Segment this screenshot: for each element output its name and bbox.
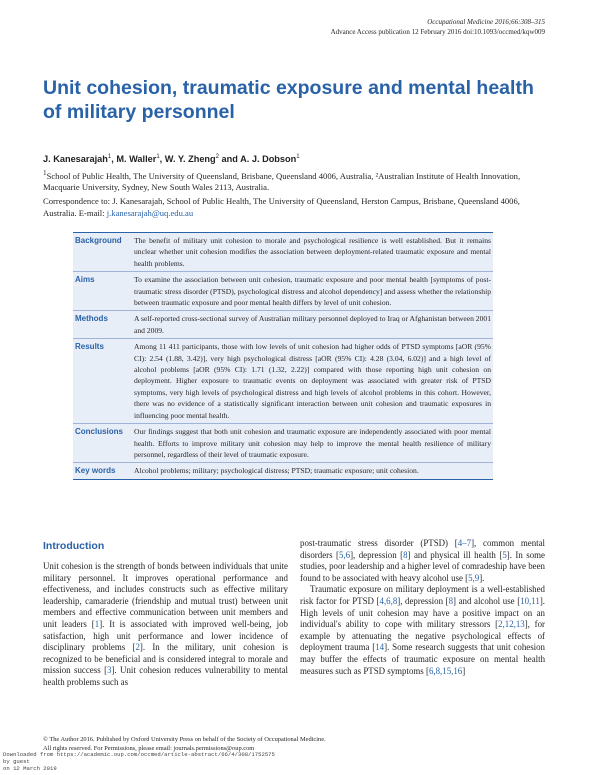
citation-link[interactable]: 8	[403, 549, 408, 560]
citation-link[interactable]: 3	[107, 665, 112, 676]
download-line: Downloaded from https://academic.oup.com/occmed/article-abstract/66/4/308/1752575	[3, 751, 275, 758]
affiliation-marker: 1	[296, 154, 300, 160]
journal-header	[331, 18, 545, 37]
abstract-label: Aims	[75, 275, 95, 285]
author-name: W. Y. Zheng	[164, 154, 216, 165]
correspondence	[43, 196, 543, 219]
affiliation-marker: 2	[215, 154, 219, 160]
abstract-label: Methods	[75, 314, 108, 324]
abstract-row-keywords	[73, 463, 493, 478]
email-link[interactable]: j.kanesarajah@uq.edu.au	[106, 207, 194, 218]
abstract-label: Results	[75, 342, 104, 352]
citation-link[interactable]: 1	[94, 618, 100, 629]
abstract-text: To examine the association between unit cohesion, traumatic exposure and poor mental health [symptoms of post-traumatic stress disorder (PTSD), psychological distress and alcohol dependency] and assess whether the relationship between traumatic exposure and poor mental health differs by level of unit cohesion.	[134, 275, 491, 308]
abstract-label: Background	[75, 236, 122, 245]
structured-abstract	[73, 232, 493, 480]
citation-link[interactable]: 2,12,13	[498, 619, 525, 630]
paragraph: Unit cohesion is the strength of bonds between individuals that unite military personnel. It improves operational performance and effectiveness, and includes constructs such as effective military leadership, camaraderie (friendship and mutual trust) between unit members and effective communication between unit members and unit leaders [1]. It is associated with improved well-being, job satisfaction, high unit performance and lower incidence of disciplinary problems [2]. In the military, unit cohesion is recognized to be beneficial and is considered integral to morale and mission success [3]. Unit cohesion reduces vulnerability to mental health problems such as	[43, 561, 288, 687]
affiliations-text: School of Public Health, The University of Queensland, Brisbane, Queensland 4006, Australia, ²Australian Institute of Health Innovation, Macquarie University, Sydney, New South Wales 2113, Australia.	[43, 170, 521, 193]
author-name: A. J. Dobson	[240, 154, 297, 165]
citation-link[interactable]: 4–7	[457, 538, 472, 548]
citation-link[interactable]: 6,8,15,16	[428, 665, 463, 676]
abstract-text: The benefit of military unit cohesion to morale and psychological resilience is well established. But it remains unclear whether unit cohesion modifies the association between deployment-related traumatic exposure and mental health problems.	[134, 236, 491, 268]
author-name: M. Waller	[116, 154, 157, 165]
paragraph: post-traumatic stress disorder (PTSD) [4–7], common mental disorders [5,6], depression [8] and physical ill health [5]. In some studies, poor leadership and a higher level of comradeship have been found to be associated with heavy alcohol use [5,9].	[300, 538, 545, 583]
author-list: J. Kanesarajah$^1$, M. Waller$^1$, W. Y. Zheng$^2$ and A. J. Dobson$^1$	[43, 154, 300, 165]
abstract-text: Alcohol problems; military; psychological distress; PTSD; traumatic exposure; unit cohesion.	[134, 466, 419, 476]
author-name: J. Kanesarajah	[43, 154, 108, 165]
journal-access-info: Advance Access publication 12 February 2016 doi:10.1093/occmed/kqw009	[330, 27, 545, 36]
abstract-text: Among 11 411 participants, those with low levels of unit cohesion had higher odds of PTSD symptoms [aOR (95% CI): 2.54 (1.88, 3.42)], very high psychological distress [aOR (95% CI): 4.28 (3.04, 6.02)] and a high level of alcohol problems [aOR (95% CI): 1.71 (1.32, 2.22)] compared with those reporting high unit cohesion on deployment. Higher exposure to traumatic events on deployment was associated with greater risk of PTSD symptoms, very high levels of psychological distress and high levels of alcohol problems in this cohort. However, there was no evidence of a statistically significant interaction between unit cohesion and traumatic exposures in influencing poor mental health.	[134, 342, 491, 420]
citation-link[interactable]: 5,9	[468, 572, 480, 583]
abstract-label: Key words	[75, 466, 116, 476]
correspondence-text: Correspondence to: J. Kanesarajah, School of Public Health, The University of Queensland, Herston Campus, Brisbane, Queensland 4006, Australia. E-mail:	[43, 196, 520, 218]
citation-link[interactable]: 4,6,8	[379, 595, 398, 606]
body-column-right	[300, 538, 545, 677]
affiliations: $^1$School of Public Health, The University of Queensland, Brisbane, Queensland 4006, Australia, ²Australian Institute of Health Innovation, Macquarie University, Sydney, New South Wales 2113, Australia.	[43, 169, 521, 193]
abstract-row-aims	[73, 272, 493, 311]
body-column-left	[43, 561, 288, 689]
citation-link[interactable]: 5,6	[338, 549, 351, 560]
journal-citation: Occupational Medicine 2016;66:308–315	[427, 18, 545, 26]
download-line: on 12 March 2019	[3, 765, 57, 773]
article-title: Unit cohesion, traumatic exposure and mental health of military personnel	[43, 77, 534, 123]
abstract-text: A self-reported cross-sectional survey of Australian military personnel deployed to Iraq or Afghanistan between 2001 and 2009.	[134, 314, 491, 335]
download-line: by guest	[3, 758, 30, 766]
section-heading-introduction: Introduction	[43, 540, 105, 552]
citation-link[interactable]: 10,11	[520, 595, 540, 606]
rights-line: All rights reserved. For Permissions, please email: journals.permissions@oup.com	[43, 744, 255, 752]
abstract-row-conclusions	[73, 424, 493, 463]
download-stamp	[3, 751, 275, 773]
affiliation-marker: 1	[107, 154, 112, 160]
abstract-row-results	[73, 339, 493, 424]
citation-link[interactable]: 14	[375, 642, 385, 653]
citation-link[interactable]: 5	[502, 549, 507, 560]
copyright-line: © The Author 2016. Published by Oxford University Press on behalf of the Society of Occupational Medicine.	[43, 736, 326, 743]
paragraph: Traumatic exposure on military deployment is a well-established risk factor for PTSD [4,6,8], depression [8] and alcohol use [10,11]. High levels of unit cohesion may have a positive impact on an individual's ability to cope with military stressors [2,12,13], for example by attenuating the negative psychological effects of deployment trauma [14]. Some research suggests that unit cohesion may buffer the effects of traumatic exposure on mental health measures such as PTSD symptoms [6,8,15,16]	[300, 584, 545, 676]
affiliation-marker: 1	[156, 154, 160, 160]
abstract-row-background	[73, 233, 493, 272]
abstract-row-methods	[73, 311, 493, 339]
abstract-text: Our findings suggest that both unit cohesion and traumatic exposure are independently associated with poor mental health. Efforts to improve military unit cohesion may help to improve the mental health resilience of military personnel, regardless of their level of traumatic exposure.	[134, 427, 491, 459]
abstract-label: Conclusions	[75, 427, 124, 437]
citation-link[interactable]: 2	[135, 642, 140, 653]
citation-link[interactable]: 8	[448, 595, 454, 606]
